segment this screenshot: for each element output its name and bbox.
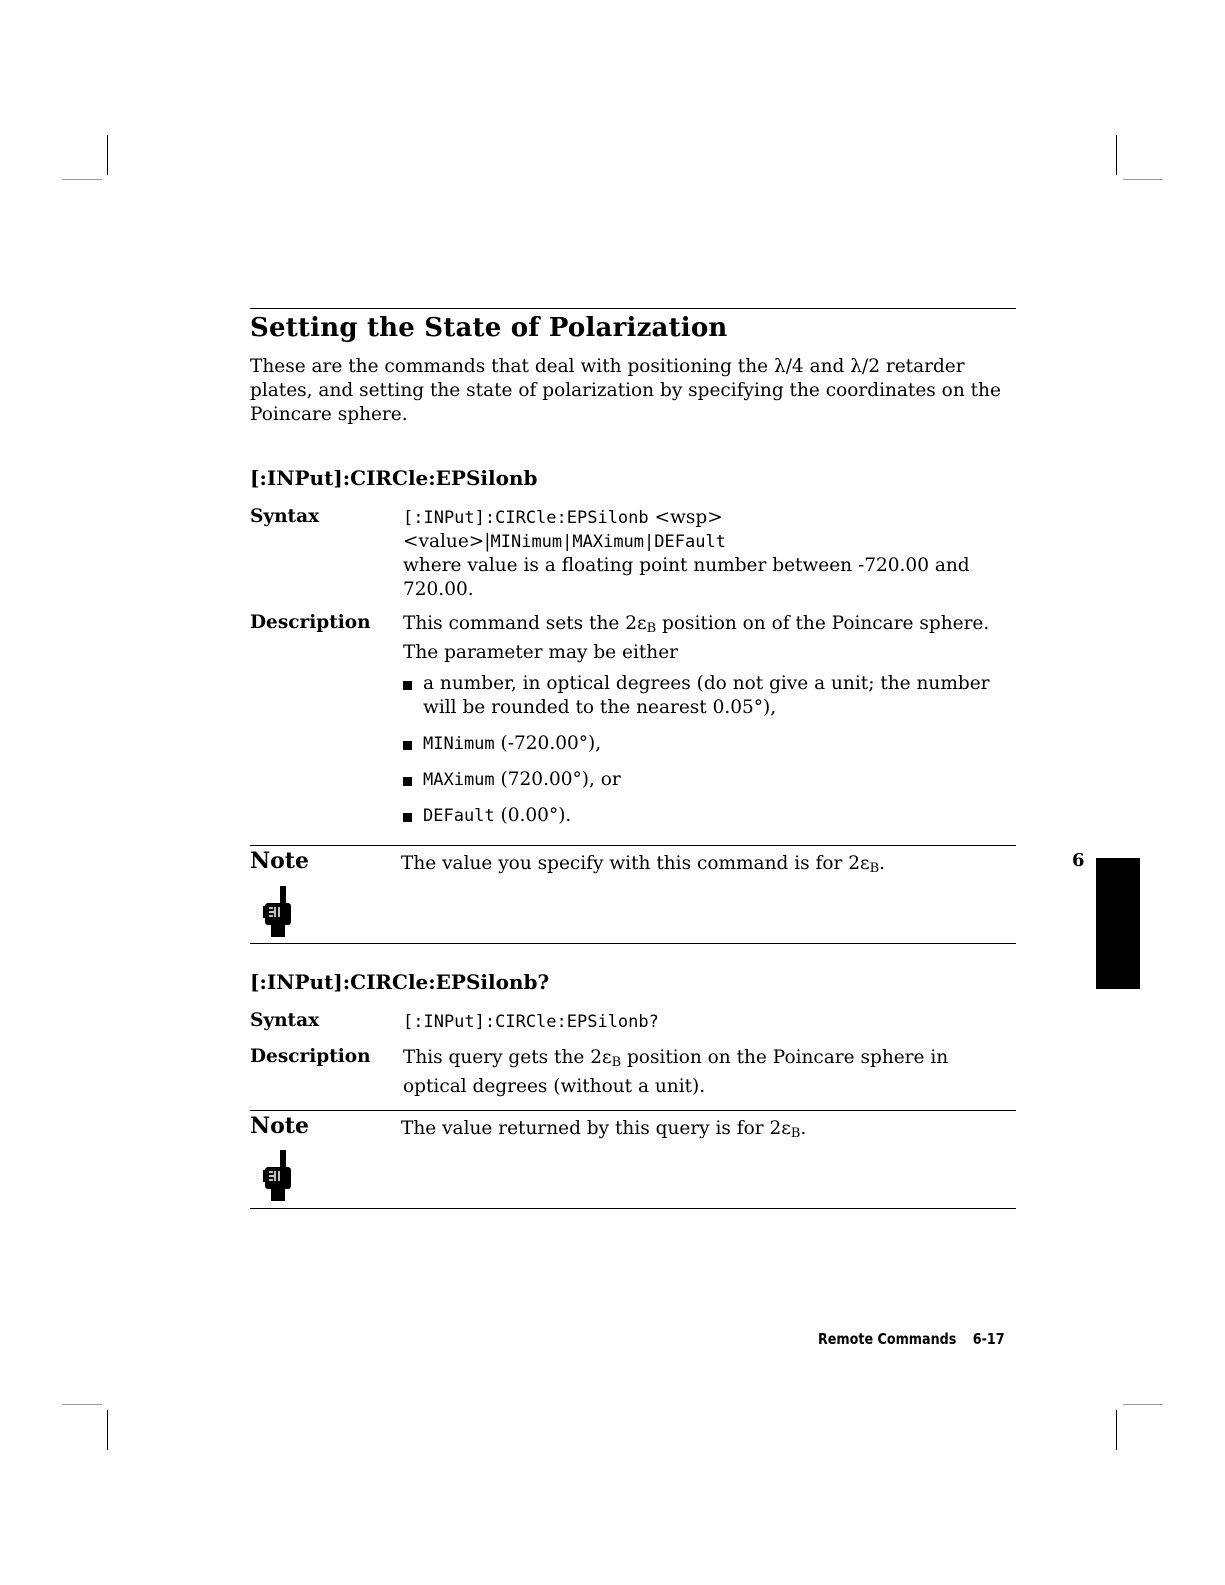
note-text bbox=[401, 1117, 1011, 1146]
intro-line: plates, and setting the state of polarization by specifying the coordinates on the bbox=[250, 380, 1001, 401]
syntax-where: 720.00. bbox=[403, 579, 474, 600]
intro-line: Poincare sphere. bbox=[250, 404, 408, 425]
crop-mark bbox=[1116, 135, 1117, 175]
note-bottom-rule bbox=[250, 943, 1016, 944]
subscript: B bbox=[790, 1126, 801, 1141]
note-text-part: . bbox=[800, 1118, 807, 1139]
crop-mark bbox=[107, 1410, 108, 1450]
list-item-line: (-720.00°), bbox=[494, 733, 602, 754]
note-label: Note bbox=[250, 1113, 309, 1139]
list-item-text bbox=[423, 804, 1013, 828]
crop-mark bbox=[62, 179, 102, 180]
bullet-icon bbox=[403, 681, 412, 690]
syntax-label: Syntax bbox=[250, 506, 320, 527]
list-item bbox=[403, 768, 1013, 792]
list-item-line: a number, in optical degrees (do not give a unit; the number bbox=[423, 673, 990, 694]
list-item-line: (720.00°), or bbox=[494, 769, 621, 790]
list-item-text bbox=[423, 768, 1013, 792]
syntax-command: [:INPut]:CIRCle:EPSilonb? bbox=[403, 1012, 659, 1032]
crop-mark bbox=[1123, 179, 1163, 180]
note-label: Note bbox=[250, 848, 309, 874]
pointing-hand-icon bbox=[259, 886, 293, 938]
note-bottom-rule bbox=[250, 1208, 1016, 1209]
description-label: Description bbox=[250, 612, 371, 633]
note-text-part: The value you specify with this command is for 2ε bbox=[401, 853, 870, 874]
description-line bbox=[403, 1046, 1013, 1075]
bullet-icon bbox=[403, 777, 412, 786]
list-item-line: (0.00°). bbox=[494, 805, 572, 826]
command-heading: [:INPut]:CIRCle:EPSilonb bbox=[250, 466, 538, 490]
chapter-tab bbox=[1096, 858, 1140, 989]
crop-mark bbox=[62, 1404, 102, 1405]
crop-mark bbox=[1116, 1410, 1117, 1450]
syntax-options: MINimum|MAXimum|DEFault bbox=[490, 532, 726, 552]
syntax-label: Syntax bbox=[250, 1010, 320, 1031]
list-item-line: will be rounded to the nearest 0.05°), bbox=[423, 697, 777, 718]
note-top-rule bbox=[250, 1110, 1016, 1111]
syntax-where: where value is a floating point number between -720.00 and bbox=[403, 555, 970, 576]
subscript: B bbox=[611, 1055, 622, 1070]
note-text-part: The value returned by this query is for 2ε bbox=[401, 1118, 791, 1139]
note-top-rule bbox=[250, 845, 1016, 846]
syntax-block bbox=[403, 506, 1013, 602]
chapter-number: 6 bbox=[1072, 850, 1085, 871]
subscript: B bbox=[646, 621, 657, 636]
syntax-wsp: <wsp> bbox=[648, 507, 723, 528]
description-line: optical degrees (without a unit). bbox=[403, 1076, 706, 1097]
page-footer bbox=[818, 1330, 1021, 1348]
list-item bbox=[403, 672, 1013, 720]
code-text: MINimum bbox=[423, 734, 495, 754]
code-text: MAXimum bbox=[423, 770, 495, 790]
list-item-text bbox=[423, 672, 1013, 720]
description-block bbox=[403, 612, 1013, 665]
description-text: This query gets the 2ε bbox=[403, 1047, 612, 1068]
subscript: B bbox=[869, 861, 880, 876]
section-title: Setting the State of Polarization bbox=[250, 313, 728, 343]
code-text: DEFault bbox=[423, 806, 495, 826]
note-text bbox=[401, 852, 1011, 881]
description-text: This command sets the 2ε bbox=[403, 613, 647, 634]
crop-mark bbox=[1123, 1404, 1163, 1405]
pointing-hand-icon bbox=[259, 1150, 293, 1202]
bullet-icon bbox=[403, 741, 412, 750]
list-item-text bbox=[423, 732, 1013, 756]
description-text: position on of the Poincare sphere. bbox=[656, 613, 990, 634]
footer-section-name: Remote Commands bbox=[818, 1330, 957, 1348]
syntax-line bbox=[403, 506, 1013, 530]
list-item bbox=[403, 804, 1013, 828]
section-intro bbox=[250, 355, 1020, 427]
intro-line: These are the commands that deal with positioning the λ/4 and λ/2 retarder bbox=[250, 356, 965, 377]
section-top-rule bbox=[250, 308, 1016, 309]
bullet-icon bbox=[403, 813, 412, 822]
syntax-command: [:INPut]:CIRCle:EPSilonb bbox=[403, 508, 649, 528]
syntax-value: <value>| bbox=[403, 531, 491, 552]
note-text-part: . bbox=[879, 853, 885, 874]
description-line bbox=[403, 612, 1013, 641]
command-heading: [:INPut]:CIRCle:EPSilonb? bbox=[250, 970, 550, 994]
description-text: position on the Poincare sphere in bbox=[621, 1047, 949, 1068]
page-number: 6-17 bbox=[972, 1330, 1005, 1348]
crop-mark bbox=[107, 135, 108, 175]
description-label: Description bbox=[250, 1046, 371, 1067]
description-block bbox=[403, 1046, 1013, 1099]
list-item bbox=[403, 732, 1013, 756]
syntax-line bbox=[403, 530, 1013, 554]
description-line: The parameter may be either bbox=[403, 642, 679, 663]
syntax-block bbox=[403, 1010, 1013, 1034]
